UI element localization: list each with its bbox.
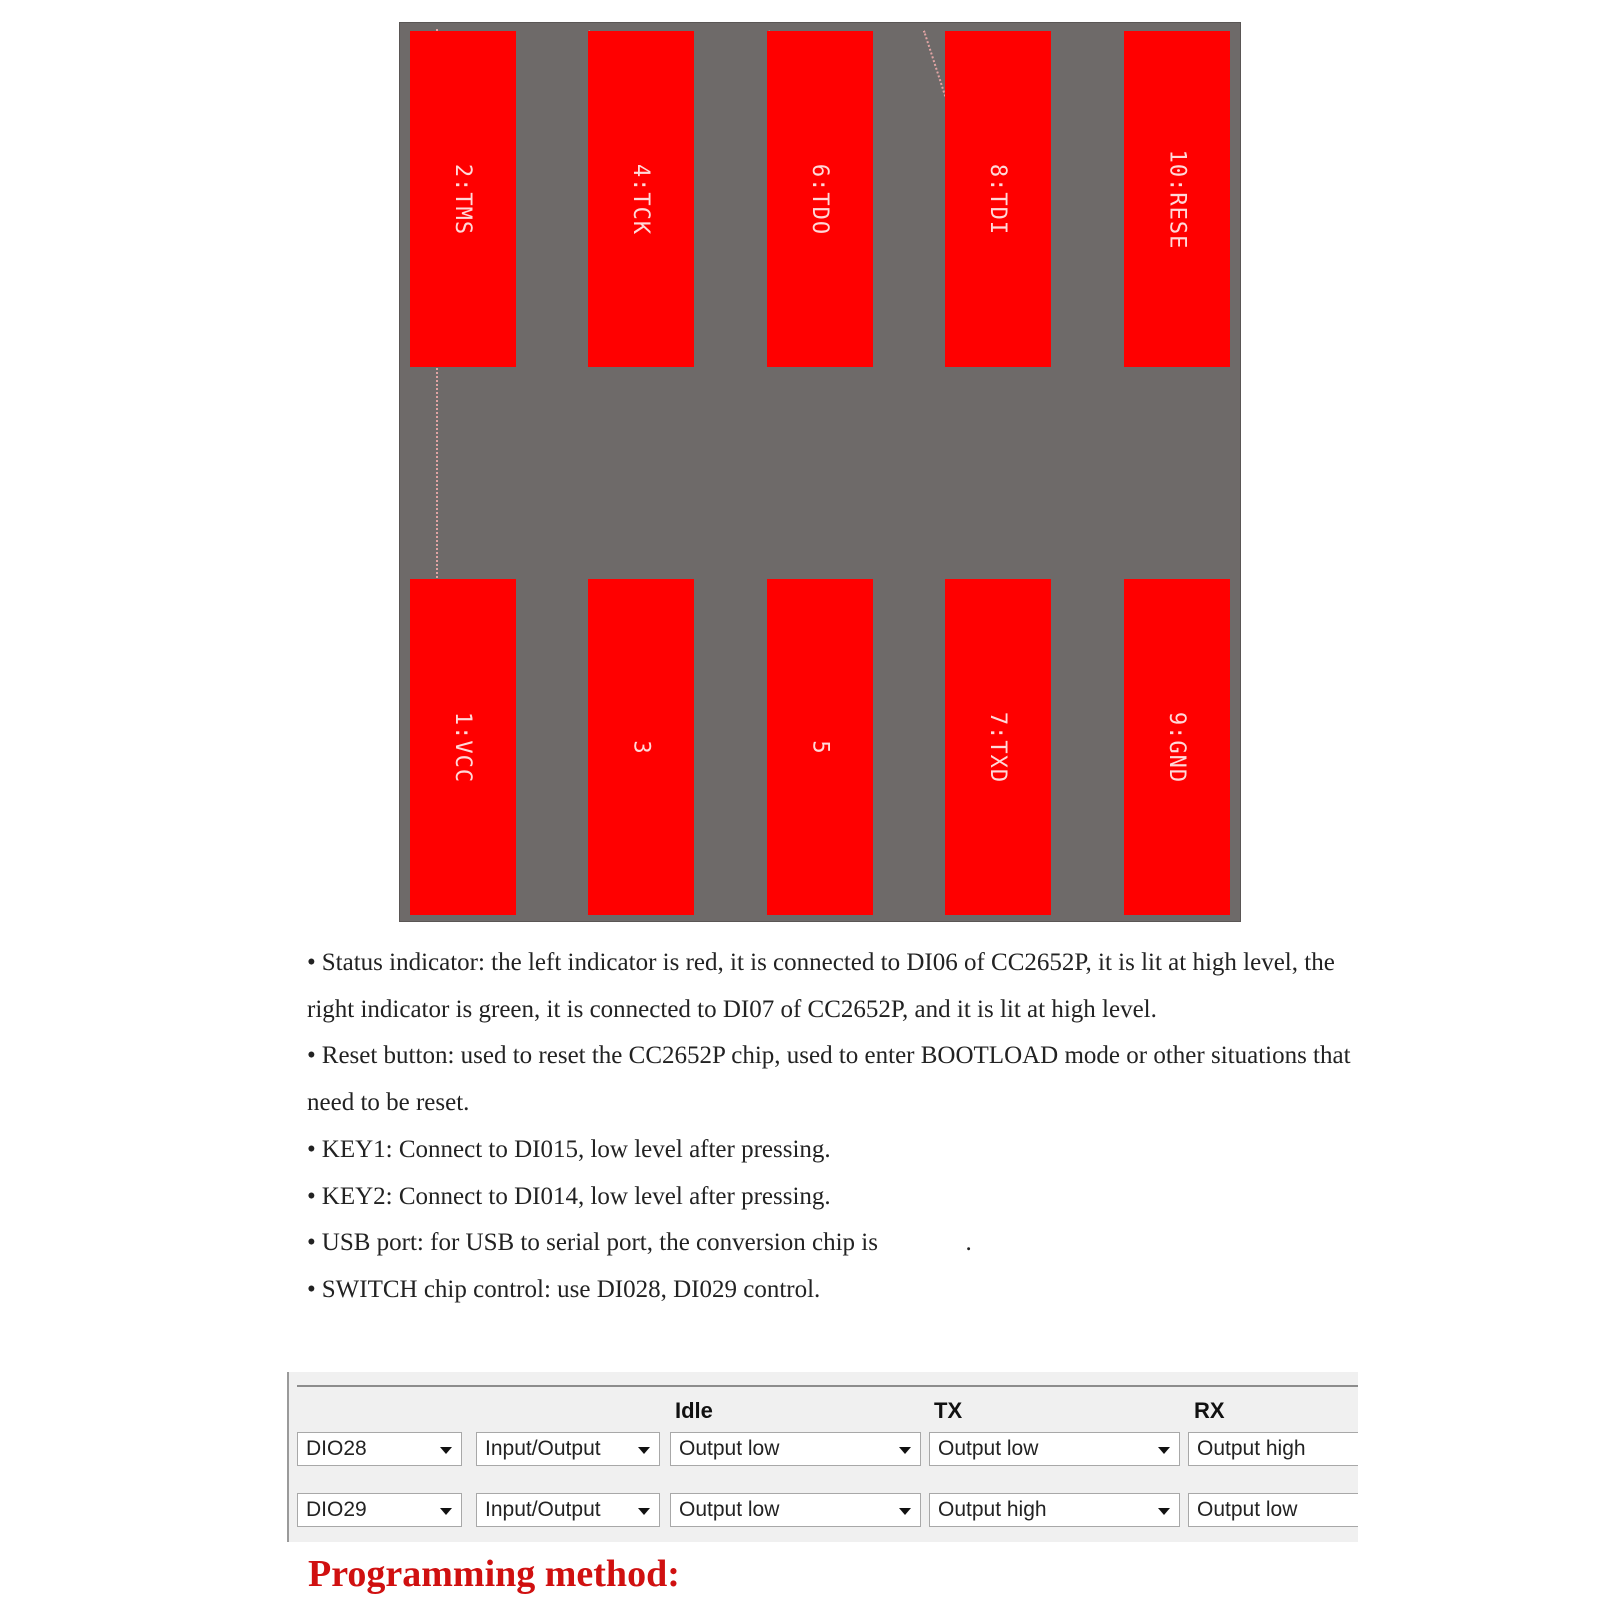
mode-select-value: Input/Output	[485, 1498, 601, 1521]
list-item-text: USB port: for USB to serial port, the conversion chip is .	[321, 1229, 972, 1257]
pad-1	[410, 579, 516, 915]
bullet: •	[307, 1135, 316, 1163]
pad-label: 7:TXD	[985, 711, 1011, 783]
pad-label: 2:TMS	[450, 163, 476, 235]
pad-2	[410, 31, 516, 367]
description-list	[307, 940, 1367, 1314]
tx-select[interactable]	[929, 1432, 1180, 1466]
idle-select-value: Output low	[679, 1498, 780, 1521]
bullet: •	[307, 1042, 316, 1070]
bullet: •	[307, 1275, 316, 1303]
pad-label: 5	[807, 739, 833, 755]
idle-select[interactable]	[670, 1493, 921, 1527]
bullet: •	[307, 949, 316, 976]
list-item	[307, 1033, 1367, 1126]
chevron-down-icon	[440, 1447, 452, 1454]
tx-select-value: Output low	[938, 1437, 1039, 1460]
pad-8	[945, 31, 1051, 367]
rx-select[interactable]	[1188, 1432, 1358, 1466]
pad-5	[767, 579, 873, 915]
pin-select-value: DIO29	[306, 1498, 367, 1521]
chevron-down-icon	[1158, 1508, 1170, 1515]
pad-label: 6:TDO	[807, 163, 833, 235]
tx-select-value: Output high	[938, 1498, 1047, 1521]
column-header-rx: RX	[1194, 1398, 1225, 1423]
tx-select[interactable]	[929, 1493, 1180, 1527]
idle-select-value: Output low	[679, 1437, 780, 1460]
pad-7	[945, 579, 1051, 915]
bullet: •	[307, 1229, 316, 1257]
pin-select-value: DIO28	[306, 1437, 367, 1460]
pad-6	[767, 31, 873, 367]
pcb-pad-diagram	[399, 22, 1241, 922]
pad-9	[1124, 579, 1230, 915]
pad-4	[588, 31, 694, 367]
divider	[297, 1385, 1358, 1387]
list-item	[307, 940, 1367, 1033]
section-heading: Programming method:	[308, 1553, 680, 1595]
mode-select[interactable]	[476, 1432, 660, 1466]
list-item	[307, 1174, 1367, 1221]
pad-label: 3	[628, 739, 654, 755]
pad-3	[588, 579, 694, 915]
column-header-idle: Idle	[675, 1398, 713, 1423]
pin-select[interactable]	[297, 1493, 462, 1527]
list-item	[307, 1220, 1367, 1267]
rx-select-value: Output high	[1197, 1437, 1306, 1460]
idle-select[interactable]	[670, 1432, 921, 1466]
list-item-text: KEY1: Connect to DI015, low level after pressing.	[321, 1135, 831, 1163]
bullet: •	[307, 1182, 316, 1210]
rx-select[interactable]	[1188, 1493, 1358, 1527]
chevron-down-icon	[440, 1508, 452, 1515]
pad-label: 10:RESE	[1164, 149, 1190, 249]
mode-select[interactable]	[476, 1493, 660, 1527]
list-item-text: KEY2: Connect to DI014, low level after pressing.	[321, 1182, 831, 1210]
list-item-text: Reset button: used to reset the CC2652P chip, used to enter BOOTLOAD mode or other situations that need to be reset.	[307, 1042, 1351, 1117]
pad-10	[1124, 31, 1230, 367]
column-header-tx: TX	[934, 1398, 963, 1423]
pad-label: 9:GND	[1164, 711, 1190, 783]
pad-label: 8:TDI	[985, 163, 1011, 235]
chevron-down-icon	[638, 1447, 650, 1454]
list-item-text: SWITCH chip control: use DI028, DI029 control.	[321, 1275, 821, 1303]
list-item-text: Status indicator: the left indicator is red, it is connected to DI06 of CC2652P, it is lit at high level, the right indicator is green, it is connected to DI07 of CC2652P, and it is lit at high level.	[307, 949, 1335, 1023]
list-item	[307, 1127, 1367, 1174]
mode-select-value: Input/Output	[485, 1437, 601, 1460]
rf-switch-settings-table	[287, 1372, 1358, 1542]
pad-label: 1:VCC	[450, 711, 476, 783]
rx-select-value: Output low	[1197, 1498, 1298, 1521]
list-item	[307, 1267, 1367, 1314]
chevron-down-icon	[1158, 1447, 1170, 1454]
chevron-down-icon	[899, 1447, 911, 1454]
chevron-down-icon	[899, 1508, 911, 1515]
chevron-down-icon	[638, 1508, 650, 1515]
pin-select[interactable]	[297, 1432, 462, 1466]
pad-label: 4:TCK	[628, 163, 654, 235]
